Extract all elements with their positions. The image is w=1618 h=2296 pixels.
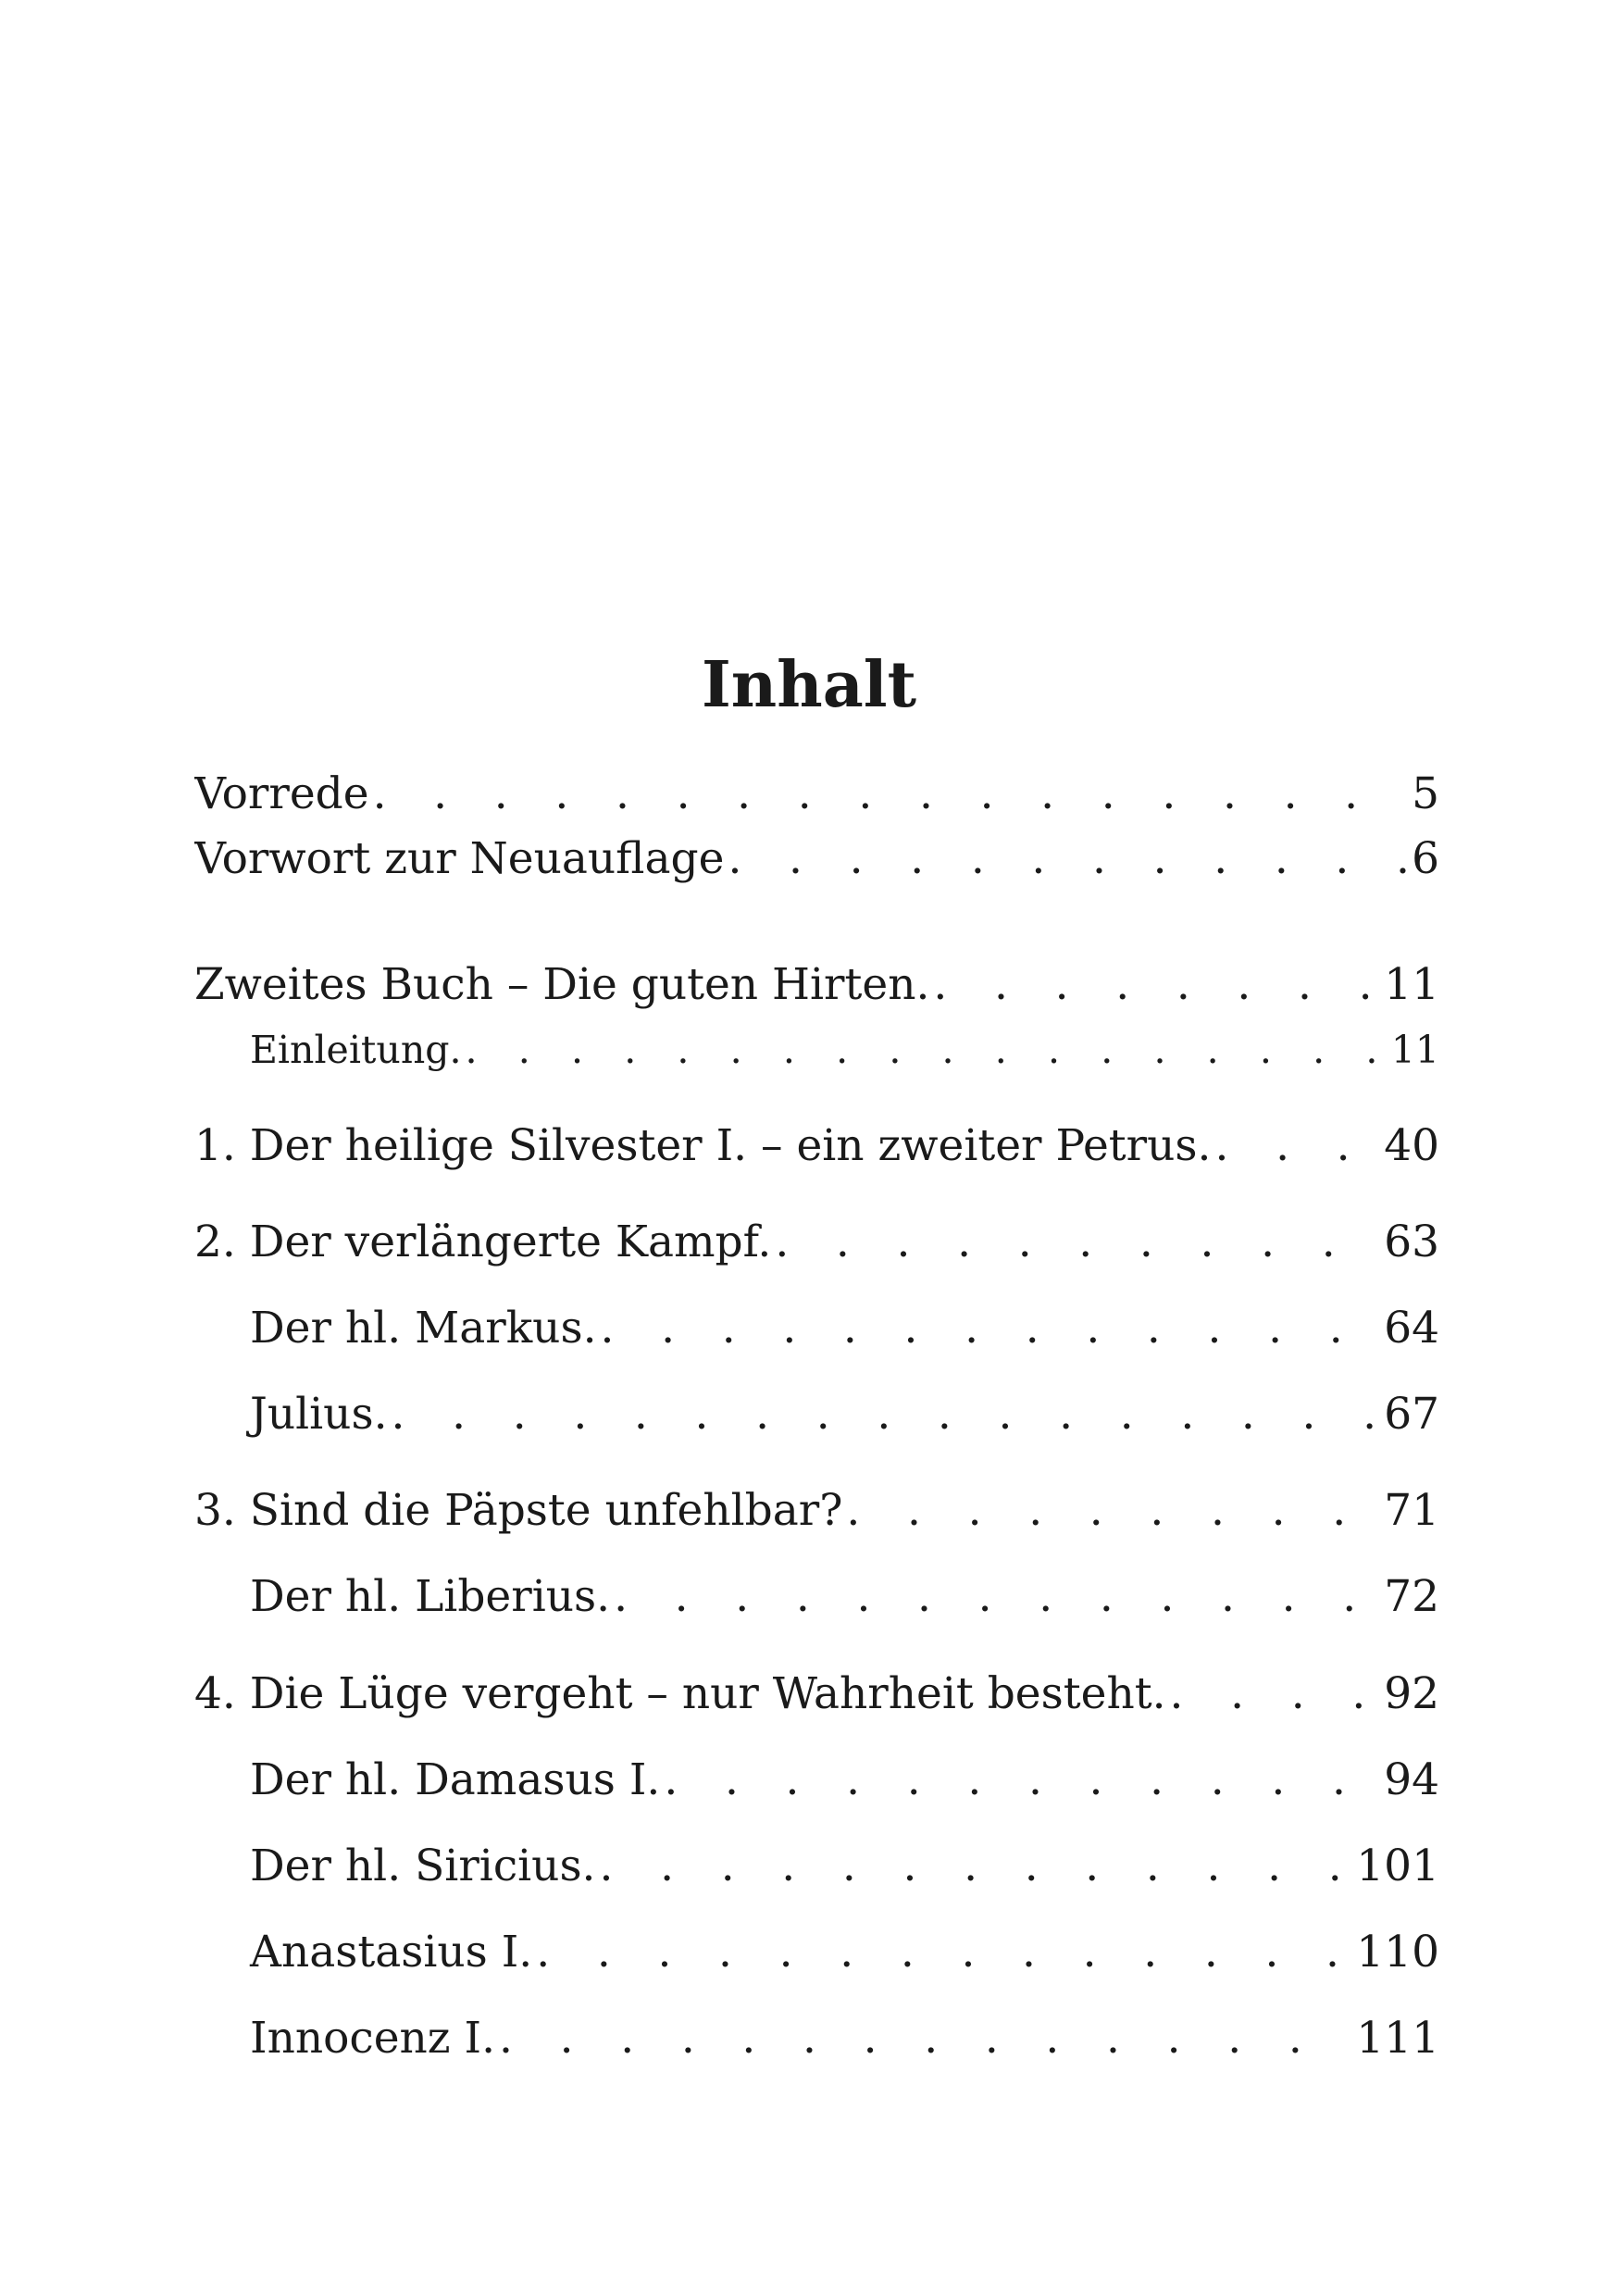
dot-leader (499, 2011, 1352, 2066)
toc-entry (194, 1387, 1439, 1442)
toc-entry (194, 1569, 1439, 1625)
dot-leader (392, 1387, 1381, 1442)
toc-entry-page: 111 (1356, 2013, 1439, 2064)
toc-entry (194, 1753, 1439, 1808)
toc-entry (194, 831, 1439, 887)
toc-entry-page: 71 (1384, 1485, 1439, 1536)
toc-entry-page: 101 (1356, 1841, 1439, 1891)
toc-entry-label: Zweites Buch – Die guten Hirten. (194, 959, 930, 1010)
toc-entry-page: 40 (1384, 1120, 1439, 1171)
toc-entry-page: 63 (1384, 1217, 1439, 1267)
dot-leader (466, 1022, 1388, 1078)
toc-entry-label: Der hl. Liberius. (250, 1571, 611, 1622)
toc-entry-page: 92 (1384, 1668, 1439, 1719)
dot-leader (775, 1215, 1380, 1270)
dot-leader (373, 767, 1409, 822)
dot-leader (933, 957, 1380, 1013)
toc-entry-page: 5 (1412, 768, 1439, 819)
toc-entry (194, 1022, 1439, 1078)
dot-leader (664, 1753, 1380, 1808)
toc-entry (194, 767, 1439, 822)
toc-entry-label: Der hl. Siricius. (250, 1841, 596, 1891)
toc-entry (194, 1925, 1439, 1980)
toc-entry (194, 1483, 1439, 1539)
toc-entry (194, 1215, 1439, 1270)
toc-entry-label: 2. Der verlängerte Kampf. (194, 1217, 772, 1267)
toc-entry (194, 957, 1439, 1013)
dot-leader (536, 1925, 1352, 1980)
toc-entry (194, 1118, 1439, 1174)
toc-entry (194, 1666, 1439, 1722)
toc-entry-label: Der hl. Markus. (250, 1303, 597, 1354)
toc-entry-page: 64 (1384, 1303, 1439, 1354)
dot-leader (846, 1483, 1380, 1539)
toc-entry-page: 11 (1384, 959, 1439, 1010)
page-title: Inhalt (702, 648, 916, 722)
toc-entry-label: Vorrede (194, 768, 369, 819)
toc-entry-label: Vorwort zur Neuauflage (194, 833, 725, 884)
dot-leader (728, 831, 1408, 887)
toc-entry-page: 11 (1390, 1028, 1439, 1072)
toc-entry-label: 4. Die Lüge vergeht – nur Wahrheit besteht. (194, 1668, 1166, 1719)
toc-entry-page: 6 (1412, 833, 1439, 884)
dot-leader (1170, 1666, 1381, 1722)
toc-entry-label: 3. Sind die Päpste unfehlbar? (194, 1485, 843, 1536)
toc-entry-page: 67 (1384, 1389, 1439, 1440)
toc-entry-page: 72 (1384, 1571, 1439, 1622)
toc-entry-label: Anastasius I. (250, 1927, 533, 1978)
toc-entry-label: Innocenz I. (250, 2013, 496, 2064)
toc-entry-page: 94 (1384, 1754, 1439, 1805)
dot-leader (601, 1301, 1381, 1356)
toc-entry-label: 1. Der heilige Silvester I. – ein zweiter Petrus. (194, 1120, 1212, 1171)
toc-entry-label: Einleitung. (250, 1028, 462, 1072)
toc-entry (194, 1301, 1439, 1356)
toc-entry-label: Der hl. Damasus I. (250, 1754, 661, 1805)
toc-entry-label: Julius. (250, 1389, 388, 1440)
dot-leader (600, 1839, 1353, 1894)
dot-leader (1214, 1118, 1380, 1174)
toc-entry (194, 2011, 1439, 2066)
toc-entry-page: 110 (1356, 1927, 1439, 1978)
toc-entry (194, 1839, 1439, 1894)
dot-leader (614, 1569, 1380, 1625)
